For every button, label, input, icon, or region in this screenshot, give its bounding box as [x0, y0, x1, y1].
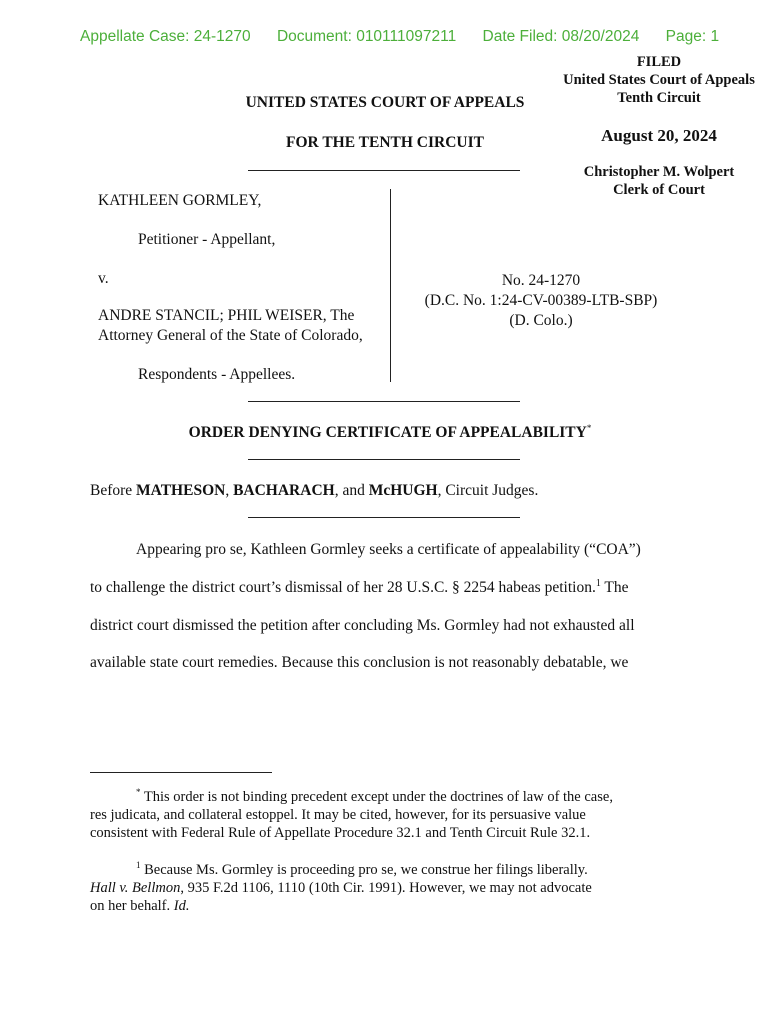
header-page: Page: 1: [665, 28, 720, 45]
footnote-1-line1: Because Ms. Gormley is proceeding pro se, we construe her filings liberally.: [140, 861, 588, 878]
filing-header: [80, 28, 741, 46]
filed-stamp: [548, 53, 770, 199]
case-number-block: [400, 271, 682, 331]
footnote-1-id: Id.: [173, 897, 190, 914]
district: (D. Colo.): [509, 312, 573, 329]
court-name-line2: FOR THE TENTH CIRCUIT: [286, 134, 484, 151]
divider-judges: [248, 517, 520, 518]
stamp-date: August 20, 2024: [601, 126, 717, 145]
footnote-1-line3: on her behalf.: [90, 897, 174, 914]
court-name-line1: UNITED STATES COURT OF APPEALS: [245, 94, 525, 111]
case-number: No. 24-1270: [501, 272, 581, 289]
caption-divider: [390, 189, 391, 382]
judge-mchugh: McHUGH: [368, 482, 438, 499]
footnote-star-marker: *: [136, 787, 141, 797]
order-title-text: ORDER DENYING CERTIFICATE OF APPEALABILITY: [188, 424, 587, 442]
header-document: Document: 010111097211: [276, 28, 457, 45]
header-date-filed: Date Filed: 08/20/2024: [482, 28, 640, 45]
respondents-line2: Attorney General of the State of Colorado,: [98, 327, 363, 344]
footnote-1-marker: 1: [136, 860, 141, 870]
footnote-star-line2: res judicata, and collateral estoppel. It may be cited, however, for its persuasive value: [90, 806, 586, 823]
versus: v.: [98, 270, 109, 287]
panel-line: [90, 482, 538, 500]
stamp-filed: FILED: [636, 54, 682, 70]
stamp-clerk-title: Clerk of Court: [613, 182, 705, 198]
body-line-3: district court dismissed the petition after concluding Ms. Gormley had not exhausted all: [90, 617, 635, 634]
body-line-1: Appearing pro se, Kathleen Gormley seeks a certificate of appealability (“COA”): [136, 541, 641, 558]
body-line-2: [90, 578, 629, 597]
judge-sep2: , and: [334, 482, 369, 499]
respondents-role: Respondents - Appellees.: [138, 366, 296, 383]
footnote-star-line1: This order is not binding precedent except under the doctrines of law of the case,: [140, 788, 613, 805]
footnote-star: [90, 783, 690, 842]
footnote-ref-1[interactable]: 1: [595, 578, 601, 589]
divider-caption: [248, 401, 520, 402]
respondents-line1: ANDRE STANCIL; PHIL WEISER, The: [98, 307, 355, 324]
footnote-1-citation: Hall v. Bellmon: [90, 879, 181, 896]
footnote-star-line3: consistent with Federal Rule of Appellate Procedure 32.1 and Tenth Circuit Rule 32.1.: [90, 824, 591, 841]
body-line-2-text: to challenge the district court’s dismissal of her 28 U.S.C. § 2254 habeas petition.: [90, 579, 596, 597]
order-title: [90, 423, 690, 442]
petitioner-name: KATHLEEN GORMLEY,: [98, 192, 262, 209]
judge-bacharach: BACHARACH: [233, 482, 335, 499]
stamp-clerk-name: Christopher M. Wolpert: [583, 164, 735, 180]
footnote-divider: [90, 772, 272, 773]
dc-number: (D.C. No. 1:24-CV-00389-LTB-SBP): [424, 292, 658, 309]
footnote-1-line2: , 935 F.2d 1106, 1110 (10th Cir. 1991). However, we may not advocate: [180, 879, 592, 896]
stamp-circuit: Tenth Circuit: [617, 90, 701, 106]
before-text: Before: [90, 482, 137, 499]
stamp-court: United States Court of Appeals: [563, 72, 755, 88]
body-line-2-suffix: The: [600, 579, 629, 597]
divider-top: [248, 170, 520, 171]
judges-suffix: , Circuit Judges.: [437, 482, 539, 499]
divider-title: [248, 459, 520, 460]
footnote-1: [90, 856, 690, 915]
body-line-4: available state court remedies. Because this conclusion is not reasonably debatable, we: [90, 654, 629, 671]
petitioner-role: Petitioner - Appellant,: [138, 231, 276, 248]
judge-matheson: MATHESON: [136, 482, 226, 499]
order-title-marker: *: [586, 423, 592, 433]
header-case: Appellate Case: 24-1270: [80, 28, 251, 45]
judge-sep1: ,: [225, 482, 234, 499]
